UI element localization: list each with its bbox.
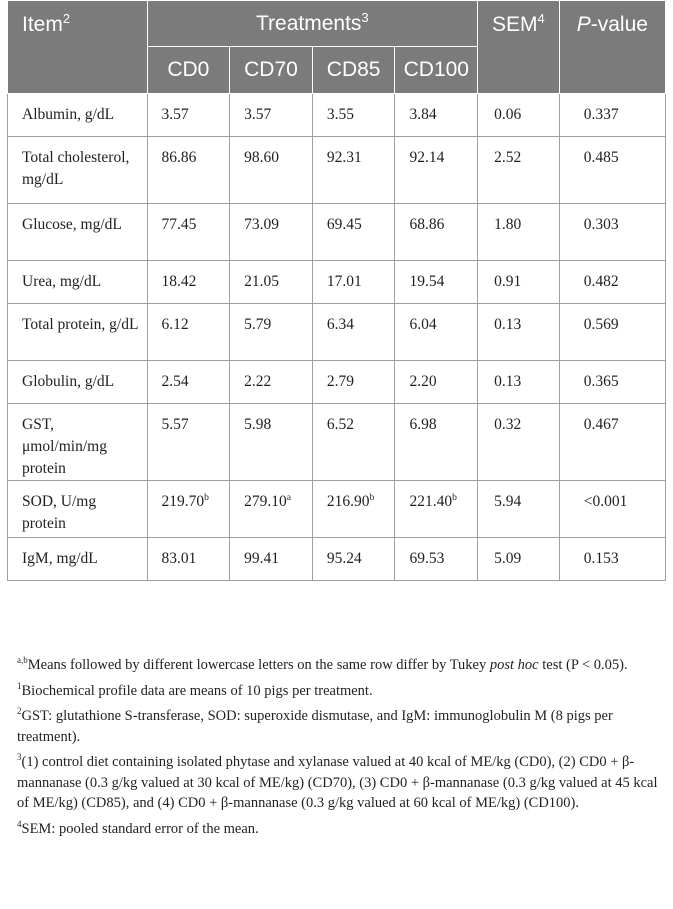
cell-cd100: 6.04: [395, 304, 478, 361]
cell-cd70: 99.41: [230, 538, 313, 581]
row-label: Glucose, mg/dL: [8, 204, 148, 261]
row-label: SOD, U/mg protein: [8, 481, 148, 538]
cell-sem: 0.13: [478, 304, 560, 361]
cell-cd70: 3.57: [230, 94, 313, 137]
cell-cd70: 73.09: [230, 204, 313, 261]
row-label: Albumin, g/dL: [8, 94, 148, 137]
row-label: GST, μmol/min/mg protein: [8, 404, 148, 481]
header-p-value: [559, 1, 665, 94]
header-sem-sup: 4: [537, 11, 545, 26]
cell-cd85: 3.55: [312, 94, 395, 137]
cell-sem: 0.06: [478, 94, 560, 137]
footnote-ab-marker: a,b: [17, 655, 28, 666]
cell-sem: 5.94: [478, 481, 560, 538]
cell-cd85: 2.79: [312, 361, 395, 404]
table-row: [8, 361, 666, 404]
cell-p-value: 0.153: [559, 538, 665, 581]
header-item-label: Item: [22, 13, 63, 36]
header-treatments-sup: 3: [361, 9, 369, 25]
table-row: [8, 137, 666, 204]
cell-cd85: 216.90$^b$: [312, 481, 395, 538]
cell-cd100: 2.20: [395, 361, 478, 404]
table-row: [8, 94, 666, 137]
row-label: Globulin, g/dL: [8, 361, 148, 404]
cell-p-value: 0.337: [559, 94, 665, 137]
table-row: [8, 404, 666, 481]
footnote-1: $^1$Biochemical profile data are means of 10 pigs per treatment.: [17, 680, 373, 699]
cell-sem: 5.09: [478, 538, 560, 581]
table-row: [8, 261, 666, 304]
cell-sem: 0.32: [478, 404, 560, 481]
cell-p-value: 0.467: [559, 404, 665, 481]
footnote-3-marker: 3: [17, 752, 22, 763]
header-p-rest: -value: [590, 13, 648, 36]
header-treatments: [147, 1, 478, 47]
cell-cd70: 98.60: [230, 137, 313, 204]
cell-cd0: 2.54: [147, 361, 230, 404]
cell-cd100: 19.54: [395, 261, 478, 304]
table-footnotes: [17, 655, 662, 844]
table-body: [8, 94, 666, 581]
cell-cd70: 2.22: [230, 361, 313, 404]
row-label: Urea, mg/dL: [8, 261, 148, 304]
table-header: [8, 1, 666, 94]
cell-cd70: 5.79: [230, 304, 313, 361]
cell-cd85: 6.52: [312, 404, 395, 481]
cell-cd70: 5.98: [230, 404, 313, 481]
cell-p-value: 0.569: [559, 304, 665, 361]
cell-cd0: 77.45: [147, 204, 230, 261]
cell-cd85: 6.34: [312, 304, 395, 361]
cell-sem: 1.80: [478, 204, 560, 261]
cell-sem: 0.13: [478, 361, 560, 404]
header-sem-label: SEM: [492, 13, 538, 36]
cell-cd0: 3.57: [147, 94, 230, 137]
header-cd0: CD0: [147, 47, 230, 94]
table-row: [8, 204, 666, 261]
cell-sem: 2.52: [478, 137, 560, 204]
cell-cd0: 83.01: [147, 538, 230, 581]
footnote-ab: $^{a,b}$Means followed by different lowercase letters on the same row differ by Tukey post hoc test (P < 0.05).: [17, 655, 628, 673]
cell-p-value: 0.303: [559, 204, 665, 261]
header-treatments-label: Treatments: [256, 11, 362, 35]
cell-cd0: 18.42: [147, 261, 230, 304]
footnote-1-marker: 1: [17, 680, 22, 691]
header-item-sup: 2: [62, 11, 71, 26]
table-row: [8, 481, 666, 538]
cell-cd100: 6.98: [395, 404, 478, 481]
cell-cd100: 3.84: [395, 94, 478, 137]
results-table: [7, 0, 666, 581]
cell-p-value: 0.485: [559, 137, 665, 204]
cell-cd100: 92.14: [395, 137, 478, 204]
table-row: [8, 304, 666, 361]
cell-cd85: 92.31: [312, 137, 395, 204]
footnote-4: $^4$SEM: pooled standard error of the mean.: [17, 818, 259, 837]
cell-cd0: 219.70$^b$: [147, 481, 230, 538]
cell-cd85: 69.45: [312, 204, 395, 261]
cell-sem: 0.91: [478, 261, 560, 304]
footnote-4-marker: 4: [17, 818, 22, 829]
cell-cd85: 17.01: [312, 261, 395, 304]
header-p-italic: P: [576, 13, 591, 36]
table-row: [8, 538, 666, 581]
header-sem: [478, 1, 560, 94]
footnote-2-marker: 2: [17, 706, 22, 717]
cell-cd0: 5.57: [147, 404, 230, 481]
cell-cd70: 279.10$^a$: [230, 481, 313, 538]
header-item: [8, 1, 148, 94]
cell-cd0: 86.86: [147, 137, 230, 204]
cell-cd85: 95.24: [312, 538, 395, 581]
row-label: Total protein, g/dL: [8, 304, 148, 361]
data-table-container: [7, 0, 666, 581]
cell-cd100: 68.86: [395, 204, 478, 261]
footnote-3: $^3$(1) control diet containing isolated phytase and xylanase valued at 40 kcal of ME/kg (CD0), (2) CD0 + β-mannanase (0.3 g/kg valued at 30 kcal of ME/kg) (CD70), (3) CD0 + β-mannanase (0.3 g/kg valued at 45 kcal of ME/kg) (CD85), and (4) CD0 + β-mannanase (0.3 g/kg valued at 60 kcal of ME/kg) (CD100).: [17, 752, 658, 811]
header-cd70: CD70: [230, 47, 313, 94]
cell-p-value: 0.482: [559, 261, 665, 304]
cell-cd100: 221.40$^b$: [395, 481, 478, 538]
header-cd100: CD100: [395, 47, 478, 94]
footnote-2: $^2$GST: glutathione S-transferase, SOD: superoxide dismutase, and IgM: immunoglobulin M (8 pigs per treatment).: [17, 706, 613, 745]
cell-p-value: 0.365: [559, 361, 665, 404]
row-label: IgM, mg/dL: [8, 538, 148, 581]
header-cd85: CD85: [312, 47, 395, 94]
cell-p-value: <0.001: [559, 481, 665, 538]
cell-cd70: 21.05: [230, 261, 313, 304]
row-label: Total cholesterol, mg/dL: [8, 137, 148, 204]
cell-cd100: 69.53: [395, 538, 478, 581]
cell-cd0: 6.12: [147, 304, 230, 361]
